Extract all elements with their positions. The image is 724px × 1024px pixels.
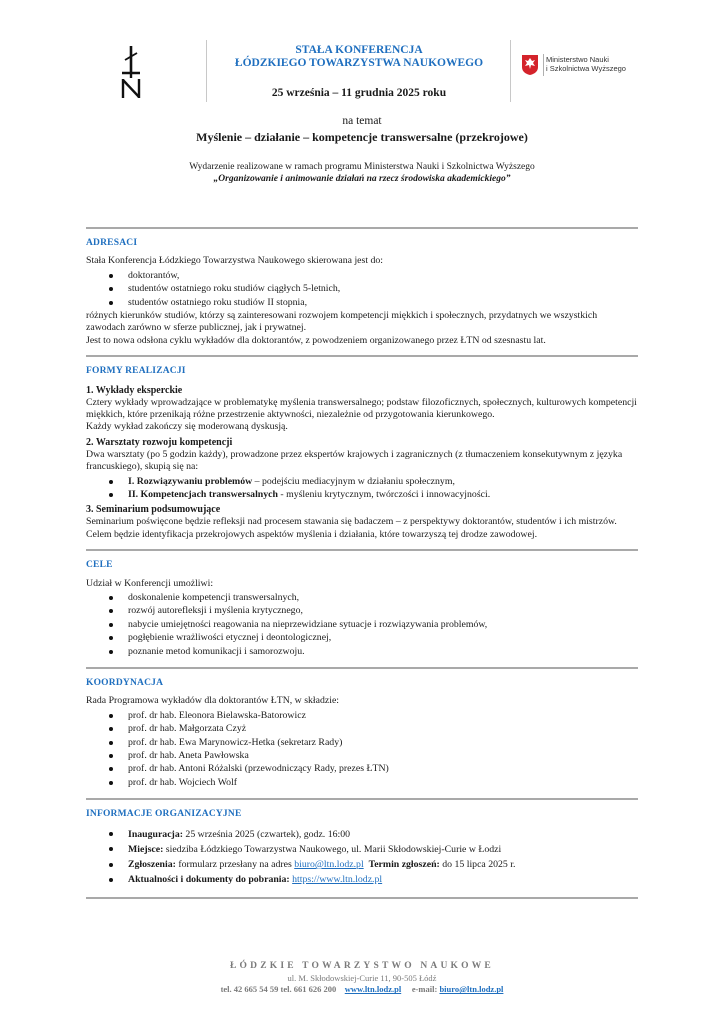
list-item: prof. dr hab. Wojciech Wolf [86, 776, 638, 789]
list-item: studentów ostatniego roku studiów ciągłych 5-letnich, [86, 282, 638, 295]
bullet-icon [109, 596, 113, 600]
section-formy-realizacji [86, 355, 638, 549]
bullet-icon [109, 480, 113, 484]
section-koordynacja [86, 667, 638, 798]
section-heading: INFORMACJE ORGANIZACYJNE [86, 809, 242, 820]
conference-title-line1: STAŁA KONFERENCJA [295, 44, 423, 56]
list-item: prof. dr hab. Antoni Różalski (przewodniczący Rady, prezes ŁTN) [86, 762, 638, 775]
list-item: poznanie metod komunikacji i samorozwoju. [86, 645, 638, 658]
subsection-heading: 1. Wykłady eksperckie [86, 384, 183, 396]
subsection-heading: 2. Warsztaty rozwoju kompetencji [86, 436, 233, 448]
section-heading: KOORDYNACJA [86, 677, 164, 688]
conference-dates: 25 września – 11 grudnia 2025 roku [271, 87, 447, 99]
bullet-icon [109, 301, 113, 305]
bullet-icon [109, 847, 113, 851]
bullet-icon [109, 754, 113, 758]
list-item: doskonalenie kompetencji transwersalnych, [86, 591, 638, 604]
section-heading: FORMY REALIZACJI [86, 366, 186, 377]
section-adresaci [86, 227, 638, 355]
footer-web-link[interactable]: www.ltn.lodz.pl [344, 984, 402, 995]
bullet-icon [109, 727, 113, 731]
list-item: prof. dr hab. Ewa Marynowicz-Hetka (sekretarz Rady) [86, 736, 638, 749]
website-link[interactable]: https://www.ltn.lodz.pl [292, 874, 383, 886]
list-item: nabycie umiejętności reagowania na nieprzewidziane sytuacje i rozwiązywania problemów, [86, 618, 638, 631]
ministry-name: Ministerstwo Nauki i Szkolnictwa Wyższego [546, 55, 626, 73]
bullet-icon [109, 878, 113, 882]
ministry-logo [520, 52, 638, 82]
adresaci-text: Jest to nowa odsłona cyklu wykładów dla doktorantów, z powodzeniem organizowanego przez ŁTN od szesnastu lat. [86, 334, 546, 346]
document-footer [86, 960, 638, 995]
members-list [86, 709, 638, 789]
document-body [86, 227, 638, 899]
section-divider [86, 897, 638, 899]
bullet-icon [109, 741, 113, 745]
paragraph: Dwa warsztaty (po 5 godzin każdy), prowadzone przez ekspertów krajowych i zagranicznych (z tłumaczeniem konsekutywnym z języka francuskiego), skupią się na: [86, 448, 623, 473]
adresaci-intro: Stała Konferencja Łódzkiego Towarzystwa Naukowego skierowana jest do: [86, 255, 384, 267]
conference-title-line2: ŁÓDZKIEGO TOWARZYSTWA NAUKOWEGO [234, 57, 484, 69]
cele-list [86, 591, 638, 658]
topic-block [86, 114, 638, 185]
bullet-icon [109, 636, 113, 640]
program-line: Wydarzenie realizowane w ramach programu Ministerstwa Nauki i Szkolnictwa Wyższego [189, 161, 535, 172]
list-item: Miejsce: siedziba Łódzkiego Towarzystwa Naukowego, ul. Marii Skłodowskiej-Curie w Łodzi [86, 842, 638, 857]
koordynacja-intro: Rada Programowa wykładów dla doktorantów ŁTN, w składzie: [86, 695, 340, 707]
topic-intro: na temat [342, 115, 382, 127]
program-info [86, 161, 638, 185]
list-item: I. Rozwiązywaniu problemów – podejściu mediacyjnym w działaniu społecznym, [86, 475, 638, 488]
footer-organization: ŁÓDZKIE TOWARZYSTWO NAUKOWE [230, 961, 494, 971]
header-divider [206, 40, 207, 102]
bullet-icon [109, 609, 113, 613]
paragraph: Seminarium poświęcone będzie refleksji nad procesem stawania się badaczem – z perspektywy doktorantów, studentów i ich mistrzów. Celem będzie identyfikacja przekrojowych aspektów myślenia i działania, które towarzyszą tej drodze zawodowej. [86, 516, 617, 540]
conference-title [216, 44, 502, 70]
bullet-icon [109, 623, 113, 627]
footer-phones: tel. 42 665 54 59 tel. 661 626 200 [220, 984, 337, 995]
paragraph: Każdy wykład zakończy się moderowaną dyskusją. [86, 421, 288, 433]
section-informacje-organizacyjne [86, 798, 638, 897]
polish-eagle-emblem-icon [520, 54, 540, 76]
subsection-heading: 3. Seminarium podsumowujące [86, 504, 221, 516]
list-item: studentów ostatniego roku studiów II stopnia, [86, 296, 638, 309]
list-item: II. Kompetencjach transwersalnych - myśleniu krytycznym, twórczości i innowacyjności. [86, 488, 638, 501]
list-item: doktorantów, [86, 269, 638, 282]
list-item: Inauguracja: 25 września 2025 (czwartek), godz. 16:00 [86, 827, 638, 842]
bullet-icon [109, 781, 113, 785]
bullet-icon [109, 767, 113, 771]
cele-intro: Udział w Konferencji umożliwi: [86, 577, 214, 589]
list-item: pogłębienie wrażliwości etycznej i deontologicznej, [86, 631, 638, 644]
footer-address: ul. M. Skłodowskiej-Curie 11, 90-505 Łódź [287, 973, 437, 984]
workshops-list [86, 475, 638, 502]
document-header [86, 34, 638, 112]
section-heading: CELE [86, 560, 113, 571]
bullet-icon [109, 863, 113, 867]
bullet-icon [109, 714, 113, 718]
program-name: „Organizowanie i animowanie działań na rzecz środowiska akademickiego” [213, 173, 511, 184]
ministry-divider [543, 54, 544, 76]
section-heading: ADRESACI [86, 238, 138, 248]
adresaci-text: różnych kierunków studiów, którzy są zainteresowani rozwojem kompetencji miękkich i społecznych, przydatnych we wszystkich zawodach zarówno w sferze publicznej, jak i prywatnej. [86, 309, 598, 334]
header-divider [510, 40, 511, 102]
bullet-icon [109, 287, 113, 291]
list-item: prof. dr hab. Eleonora Bielawska-Batorowicz [86, 709, 638, 722]
bullet-icon [109, 493, 113, 497]
bullet-icon [109, 274, 113, 278]
list-item: prof. dr hab. Aneta Pawłowska [86, 749, 638, 762]
section-cele [86, 549, 638, 667]
list-item: prof. dr hab. Małgorzata Czyż [86, 722, 638, 735]
bullet-icon [109, 832, 113, 836]
list-item: Aktualności i dokumenty do pobrania: https://www.ltn.lodz.pl [86, 872, 638, 887]
adresaci-list [86, 269, 638, 309]
topic-title: Myślenie – działanie – kompetencje transwersalne (przekrojowe) [196, 129, 528, 144]
list-item: rozwój autorefleksji i myślenia krytycznego, [86, 604, 638, 617]
footer-contact [86, 984, 638, 995]
paragraph: Cztery wykłady wprowadzające w problematykę myślenia transwersalnego; podstaw filozoficznych, społecznych, kulturowych kompetencji miękkich, które przenikają różne przestrzenie aktywności, niezależnie od przygotowania kierunkowego. [86, 396, 637, 420]
ltn-logo-icon [114, 44, 148, 100]
bullet-icon [109, 650, 113, 654]
list-item: Zgłoszenia: formularz przesłany na adres biuro@ltn.lodz.pl Termin zgłoszeń: do 15 lipca 2025 r. [86, 857, 638, 872]
registration-email-link[interactable]: biuro@ltn.lodz.pl [294, 859, 364, 871]
footer-email-label: e-mail: [411, 984, 438, 995]
info-list [86, 827, 638, 888]
footer-email-link[interactable]: biuro@ltn.lodz.pl [439, 984, 504, 995]
